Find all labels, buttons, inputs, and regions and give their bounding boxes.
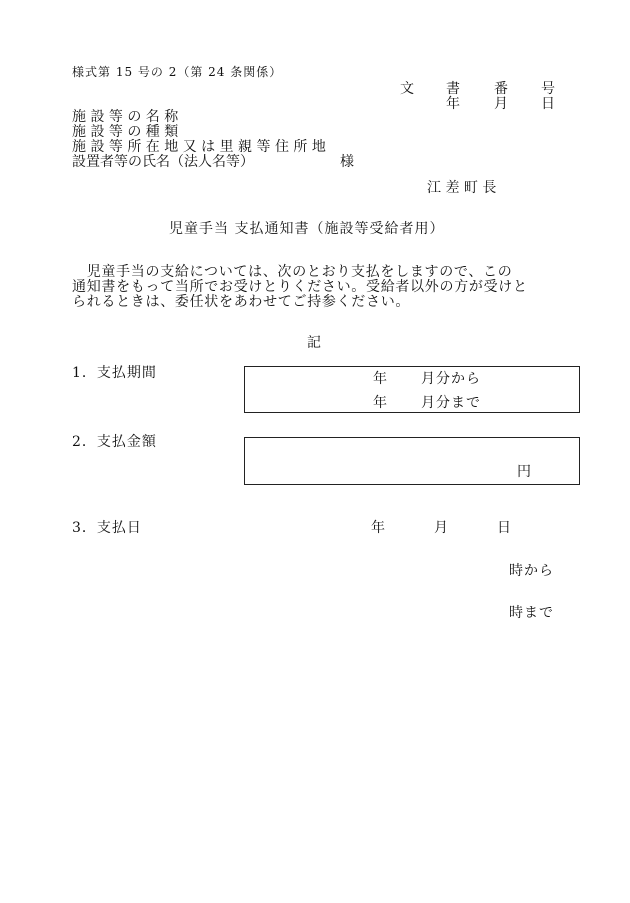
- founder-name-label: 設置者等の氏名（法人名等）: [72, 154, 254, 170]
- payment-period-box: [244, 366, 580, 413]
- payment-date-day: 日: [497, 520, 511, 536]
- doc-number-char: 書: [446, 81, 460, 97]
- ki-heading: 記: [307, 335, 321, 351]
- date-month-char: 月: [494, 96, 508, 112]
- date-day-char: 日: [541, 96, 555, 112]
- period-to-month: 月分まで: [421, 395, 481, 411]
- period-to-year: 年: [373, 395, 387, 411]
- honorific: 様: [340, 154, 354, 170]
- period-from-year: 年: [373, 371, 387, 387]
- body-line: られるときは、委任状をあわせてご持参ください。: [72, 294, 411, 310]
- payment-period-label: 1．支払期間: [72, 365, 157, 381]
- facility-type-label: 施 設 等 の 種 類: [72, 124, 179, 140]
- payment-amount-label: 2．支払金額: [72, 434, 157, 450]
- doc-number-char: 号: [541, 81, 555, 97]
- payment-date-month: 月: [434, 520, 448, 536]
- body-line: 児童手当の支給については、次のとおり支払をしますので、この: [72, 264, 513, 280]
- facility-address-label: 施 設 等 所 在 地 又 は 里 親 等 住 所 地: [72, 139, 326, 155]
- doc-number-char: 番: [494, 81, 508, 97]
- issuer: 江 差 町 長: [427, 180, 497, 196]
- payment-time-from: 時から: [509, 563, 554, 579]
- body-line: 通知書をもって当所でお受けとりください。受給者以外の方が受けと: [72, 279, 528, 295]
- payment-date-year: 年: [371, 520, 385, 536]
- facility-name-label: 施 設 等 の 名 称: [72, 109, 179, 125]
- period-from-month: 月分から: [421, 371, 481, 387]
- payment-amount-box: [244, 437, 580, 485]
- amount-unit: 円: [517, 464, 531, 480]
- payment-time-to: 時まで: [509, 605, 554, 621]
- payment-date-label: 3．支払日: [72, 520, 142, 536]
- doc-number-char: 文: [400, 81, 414, 97]
- date-year-char: 年: [446, 96, 460, 112]
- form-number: 様式第 15 号の 2（第 24 条関係）: [72, 65, 283, 79]
- page-title: 児童手当 支払通知書（施設等受給者用）: [169, 221, 445, 237]
